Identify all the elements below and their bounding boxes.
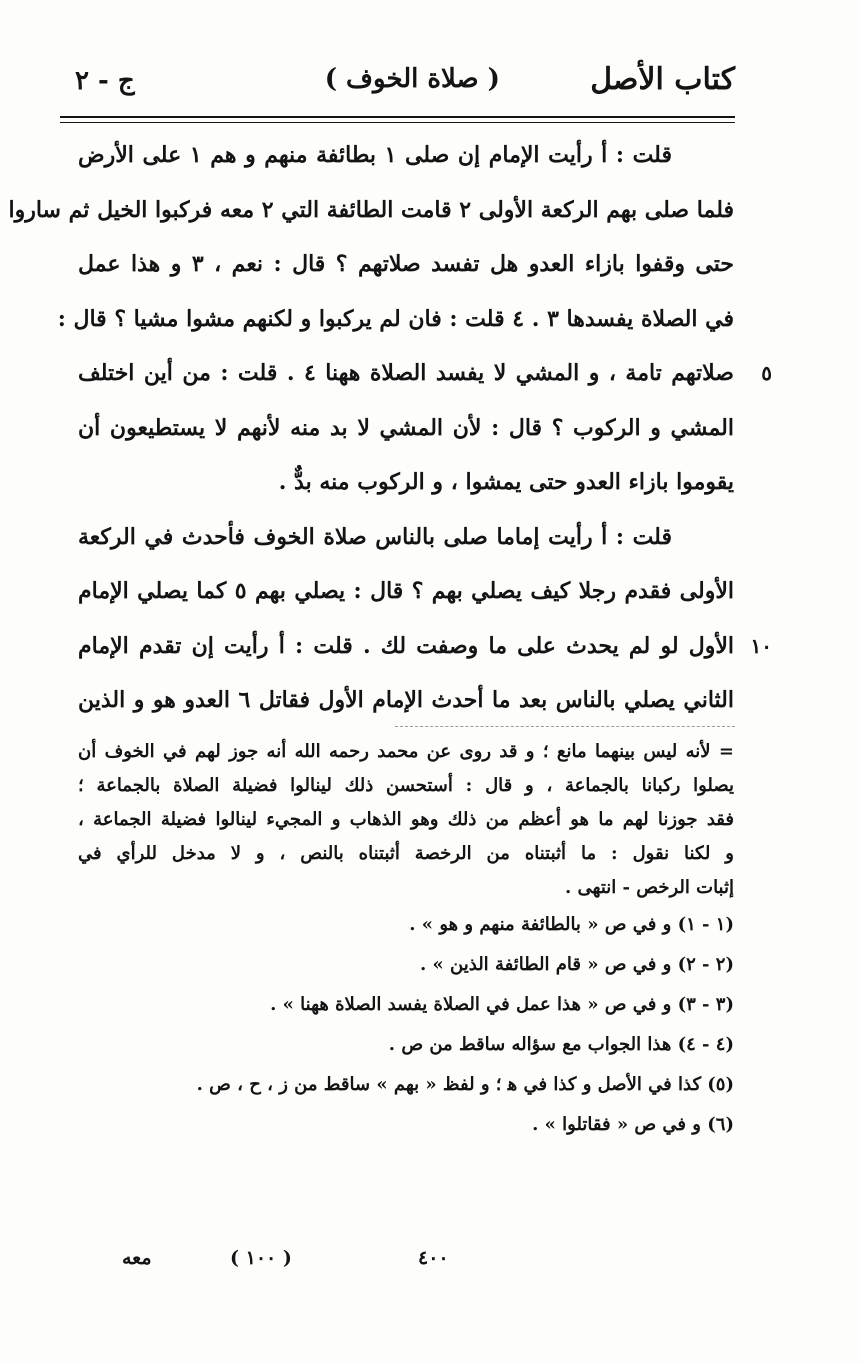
- header-rule-thin: [60, 122, 735, 123]
- page-number: ٤٠٠: [418, 1247, 449, 1269]
- footnote-continuation-line: و لكنا نقول : ما أثبتناه من الرخصة أثبتناه بالنص ، و لا مدخل للرأي في: [78, 843, 734, 864]
- footnote-item: (٤ - ٤) هذا الجواب مع سؤاله ساقط من ص .: [388, 1034, 734, 1055]
- line-number: ١٠: [750, 633, 772, 658]
- footnote-separator: [395, 726, 735, 727]
- text-line-content: الأول لو لم يحدث على ما وصفت لك . قلت : أ رأيت إن تقدم الإمام: [78, 632, 734, 659]
- footnote-continuation-line: فقد جوزنا لهم ما هو أعظم من ذلك وهو الذهاب و المجيء لينالوا فضيلة الجماعة ،: [78, 809, 734, 830]
- text-line-numbered: [78, 346, 772, 401]
- footnote-item: (١ - ١) و في ص « بالطائفة منهم و هو » .: [409, 914, 734, 935]
- text-line: فلما صلى بهم الركعة الأولى ٢ قامت الطائفة التي ٢ معه فركبوا الخيل ثم ساروا: [8, 196, 734, 223]
- text-line: في الصلاة يفسدها ٣ . ٤ قلت : فان لم يركبوا و لكنهم مشوا مشيا ؟ قال :: [57, 305, 734, 332]
- header-rule-thick: [60, 116, 735, 118]
- footnote-item: (٢ - ٢) و في ص « قام الطائفة الذين » .: [419, 954, 734, 975]
- chapter-title: ( صلاة الخوف ): [324, 64, 500, 94]
- bracket-page-number: ( ١٠٠ ): [230, 1247, 292, 1269]
- footnote-continuation-line: = لأنه ليس بينهما مانع ؛ و قد روى عن محمد رحمه الله أنه جوز لهم في الخوف أن: [78, 741, 734, 762]
- footnote-continuation-line: إثبات الرخص - انتهى .: [564, 877, 734, 898]
- footnote-item: (٣ - ٣) و في ص « هذا عمل في الصلاة يفسد الصلاة ههنا » .: [270, 994, 734, 1015]
- footnote-item: (٥) كذا في الأصل و كذا في ﻫ ؛ و لفظ « بهم » ساقط من ز ، ح ، ص .: [196, 1074, 734, 1095]
- main-text: [8, 128, 772, 728]
- book-title: كتاب الأصل: [590, 62, 735, 97]
- text-line: قلت : أ رأيت الإمام إن صلى ١ بطائفة منهم و هم ١ على الأرض: [78, 142, 672, 168]
- volume-number: ج - ٢: [75, 66, 135, 96]
- footnote-continuation-line: يصلوا ركبانا بالجماعة ، و قال : أستحسن ذلك لينالوا فضيلة الصلاة بالجماعة ؛: [78, 775, 734, 796]
- page-footer: [100, 1247, 740, 1281]
- text-line: قلت : أ رأيت إماما صلى بالناس صلاة الخوف فأحدث في الركعة: [78, 523, 672, 550]
- text-line: المشي و الركوب ؟ قال : لأن المشي لا بد منه لأنهم لا يستطيعون أن: [78, 414, 734, 441]
- text-line-content: صلاتهم تامة ، و المشي لا يفسد الصلاة ههنا ٤ . قلت : من أين اختلف: [78, 360, 734, 386]
- text-line: الثاني يصلي بالناس بعد ما أحدث الإمام الأول فقاتل ٦ العدو هو و الذين: [78, 687, 735, 713]
- catchword: معه: [122, 1247, 152, 1269]
- text-line-numbered: [78, 619, 772, 674]
- text-line: الأولى فقدم رجلا كيف يصلي بهم ؟ قال : يصلي بهم ٥ كما يصلي الإمام: [78, 578, 734, 604]
- text-line: يقوموا بازاء العدو حتى يمشوا ، و الركوب منه بدٌّ .: [278, 469, 734, 495]
- footnote-item: (٦) و في ص « فقاتلوا » .: [532, 1114, 734, 1135]
- line-number: ٥: [761, 361, 772, 385]
- text-line: حتى وقفوا بازاء العدو هل تفسد صلاتهم ؟ قال : نعم ، ٣ و هذا عمل: [78, 251, 735, 277]
- page-header: [60, 62, 735, 110]
- footnotes: [78, 735, 734, 1145]
